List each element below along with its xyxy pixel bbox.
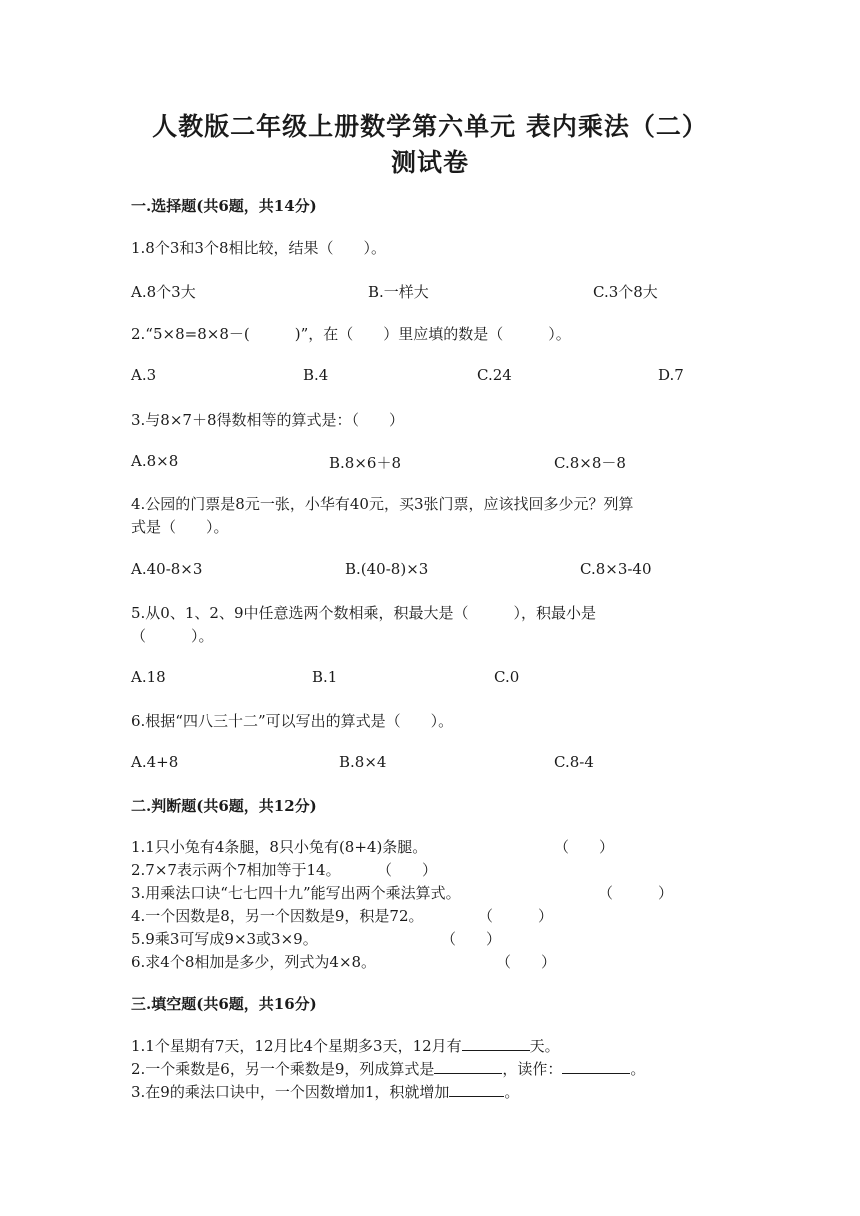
- option-a: A.8×8: [131, 452, 179, 470]
- option-a: A.3: [131, 366, 157, 384]
- judge-statement: 3.用乘法口诀“七七四十九”能写出两个乘法算式。: [131, 884, 461, 902]
- question-text: 3.与8×7＋8得数相等的算式是：（ ）: [131, 411, 405, 429]
- page-title: 人教版二年级上册数学第六单元 表内乘法（二）: [152, 112, 708, 141]
- option-c: C.24: [477, 366, 512, 384]
- answer-paren: （ ）: [598, 884, 674, 902]
- option-c: C.8×3-40: [580, 560, 652, 578]
- fill-question: [131, 1035, 560, 1056]
- option-c: C.0: [494, 668, 520, 686]
- option-b: B.1: [312, 668, 338, 686]
- section-heading-choice: 一.选择题(共6题，共14分): [131, 197, 317, 215]
- judge-statement: 2.7×7表示两个7相加等于14。: [131, 861, 341, 879]
- fill-text: ，读作：: [502, 1060, 563, 1078]
- fill-text: 。: [630, 1060, 646, 1078]
- judge-statement: 1.1只小兔有4条腿，8只小兔有(8+4)条腿。: [131, 838, 428, 856]
- question-text: 4.公园的门票是8元一张，小华有40元，买3张门票，应该找回多少元？列算: [131, 495, 634, 513]
- answer-blank[interactable]: [449, 1082, 504, 1097]
- page-subtitle: 测试卷: [390, 148, 469, 177]
- question-text: 5.从0、1、2、9中任意选两个数相乘，积最大是（ ），积最小是: [131, 604, 596, 622]
- option-b: B.4: [303, 366, 329, 384]
- question-text: 6.根据“四八三十二”可以写出的算式是（ ）。: [131, 712, 454, 730]
- option-a: A.18: [131, 668, 166, 686]
- option-a: A.4+8: [131, 753, 179, 771]
- answer-paren: （ ）: [478, 907, 554, 925]
- option-d: D.7: [658, 366, 684, 384]
- answer-paren: （ ）: [554, 838, 615, 856]
- fill-text: 3.在9的乘法口诀中，一个因数增加1，积就增加: [131, 1083, 450, 1101]
- option-b: B.8×6＋8: [329, 454, 401, 472]
- option-c: C.3个8大: [593, 283, 658, 301]
- answer-blank[interactable]: [462, 1036, 530, 1051]
- judge-statement: 5.9乘3可写成9×3或3×9。: [131, 930, 318, 948]
- answer-paren: （ ）: [377, 861, 438, 879]
- question-text: 2.“5×8=8×8－( )”，在（ ）里应填的数是（ ）。: [131, 325, 571, 343]
- fill-text: 天。: [529, 1037, 560, 1055]
- option-b: B.一样大: [368, 283, 429, 301]
- option-a: A.8个3大: [131, 283, 196, 301]
- answer-blank[interactable]: [562, 1059, 630, 1074]
- option-c: C.8×8－8: [554, 454, 626, 472]
- option-a: A.40-8×3: [131, 560, 203, 578]
- fill-question: [131, 1058, 645, 1079]
- option-c: C.8-4: [554, 753, 594, 771]
- question-text-cont: 式是（ ）。: [131, 518, 229, 536]
- fill-text: 2.一个乘数是6，另一个乘数是9，列成算式是: [131, 1060, 435, 1078]
- section-heading-judge: 二.判断题(共6题，共12分): [131, 797, 317, 815]
- question-text: 1.8个3和3个8相比较，结果（ ）。: [131, 239, 386, 257]
- section-heading-fill: 三.填空题(共6题，共16分): [131, 995, 317, 1013]
- fill-text: 1.1个星期有7天，12月比4个星期多3天，12月有: [131, 1037, 462, 1055]
- fill-text: 。: [504, 1083, 520, 1101]
- answer-paren: （ ）: [496, 953, 557, 971]
- question-text-cont: （ ）。: [131, 627, 214, 645]
- judge-statement: 6.求4个8相加是多少，列式为4×8。: [131, 953, 377, 971]
- judge-statement: 4.一个因数是8，另一个因数是9，积是72。: [131, 907, 424, 925]
- fill-question: [131, 1081, 519, 1102]
- option-b: B.(40-8)×3: [345, 560, 429, 578]
- answer-paren: （ ）: [441, 930, 502, 948]
- option-b: B.8×4: [339, 753, 387, 771]
- answer-blank[interactable]: [434, 1059, 502, 1074]
